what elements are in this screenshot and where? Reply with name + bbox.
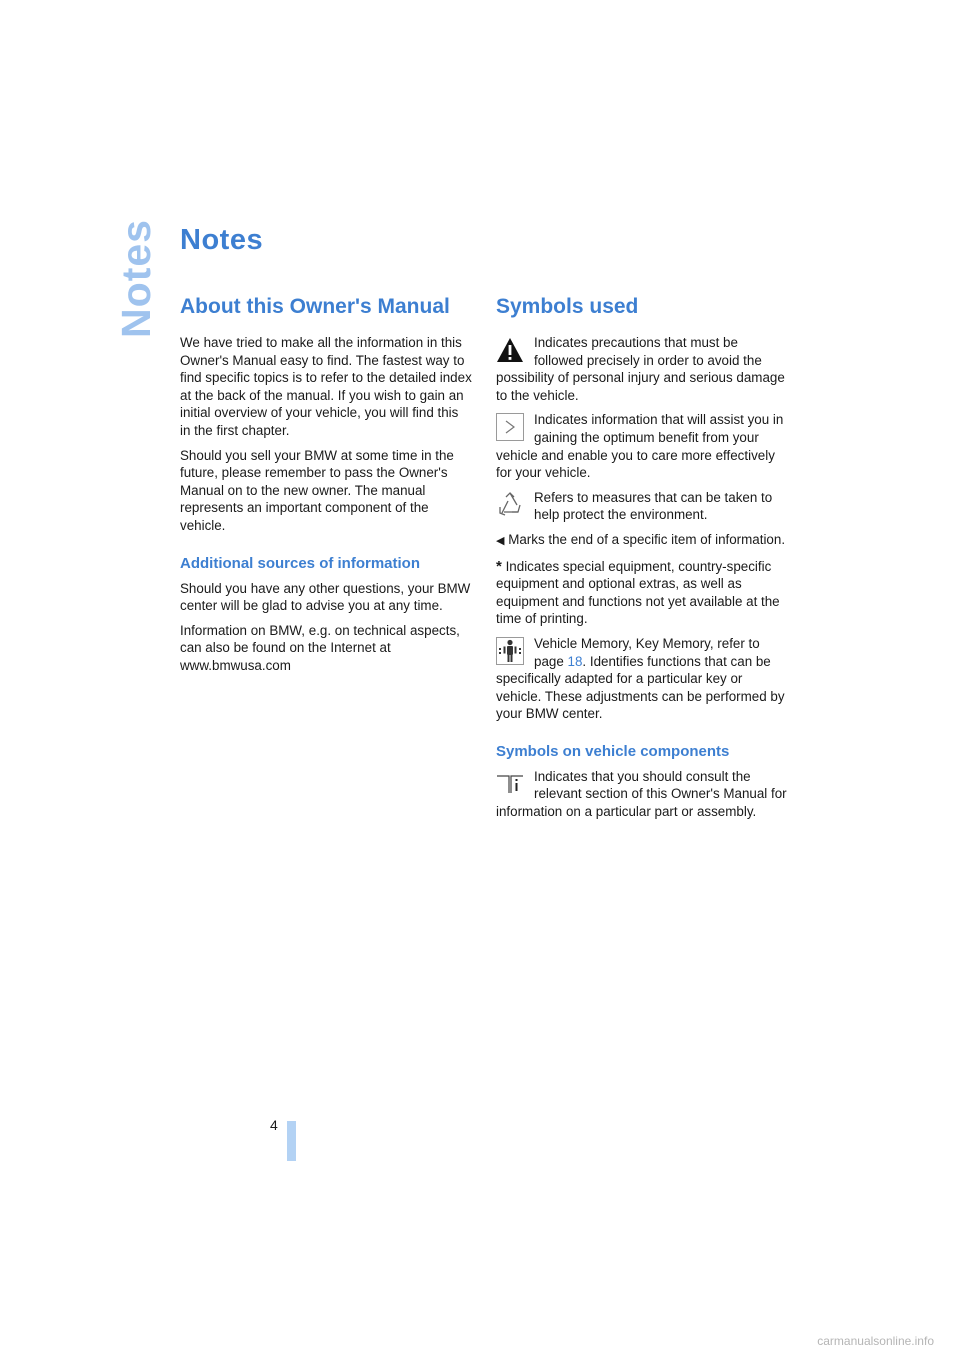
chapter-side-title: Notes [112,218,159,338]
symbols-heading: Symbols used [496,295,639,318]
watermark-text: carmanualsonline.info [817,1334,934,1348]
memory-symbol-item [496,635,788,723]
end-mark-description: Marks the end of a specific item of information. [504,531,786,547]
end-mark-item [496,531,788,551]
memory-description-b: . Identifies functions that can be specifically adapted for a particular key or vehicle. These adjustments can be performed by your BMW center. [496,653,785,722]
manual-info-icon [496,770,524,798]
asterisk-description: Indicates special equipment, country-specific equipment and optional extras, as well as equipment and functions not yet available at the time of printing. [496,558,780,627]
asterisk-item [496,558,788,628]
components-heading: Symbols on vehicle components [496,742,730,760]
warning-icon [496,336,524,364]
page-marker-bar [287,1121,296,1161]
play-icon [496,413,524,441]
environment-description: Refers to measures that can be taken to help protect the environment. [534,489,773,523]
about-paragraph-2: Should you sell your BMW at some time in the future, please remember to pass the Owner's Manual on to the new owner. The manual represents an important component of the vehicle. [180,447,454,533]
personal-profile-icon [496,637,524,665]
warning-symbol-item [496,334,788,404]
left-column [180,294,472,682]
memory-description-a: Vehicle Memory, Key Memory, refer to page [534,635,760,669]
additional-paragraph-1: Should you have any other questions, your BMW center will be glad to advise you at any time. [180,580,471,614]
right-column [496,294,788,828]
additional-heading: Additional sources of information [180,554,421,572]
component-description: Indicates that you should consult the relevant section of this Owner's Manual for information on a particular part or assembly. [496,768,787,820]
warning-description: Indicates precautions that must be followed precisely in order to avoid the possibility of personal injury and serious damage to the vehicle. [496,335,785,403]
end-mark-glyph: ◀ [496,534,505,547]
additional-paragraph-2: Information on BMW, e.g. on technical aspects, can also be found on the Internet at www.bmwusa.com [180,622,460,673]
asterisk-glyph: * [496,557,502,575]
about-paragraph-1: We have tried to make all the information in this Owner's Manual easy to find. The fastest way to find specific topics is to refer to the detailed index at the back of the manual. If you wish to gain an initial overview of your vehicle, you will find this in the first chapter. [180,335,472,438]
component-symbol-item [496,768,788,821]
page-title: Notes [180,224,264,256]
page-18-link[interactable]: 18 [567,653,583,669]
info-symbol-item [496,411,788,481]
about-heading: About this Owner's Manual [180,295,450,318]
recycle-icon [496,491,524,519]
environment-symbol-item [496,489,788,524]
info-description: Indicates information that will assist you in gaining the optimum benefit from your vehicle and enable you to care more effectively for your vehicle. [496,412,784,481]
page-number: 4 [270,1117,278,1133]
